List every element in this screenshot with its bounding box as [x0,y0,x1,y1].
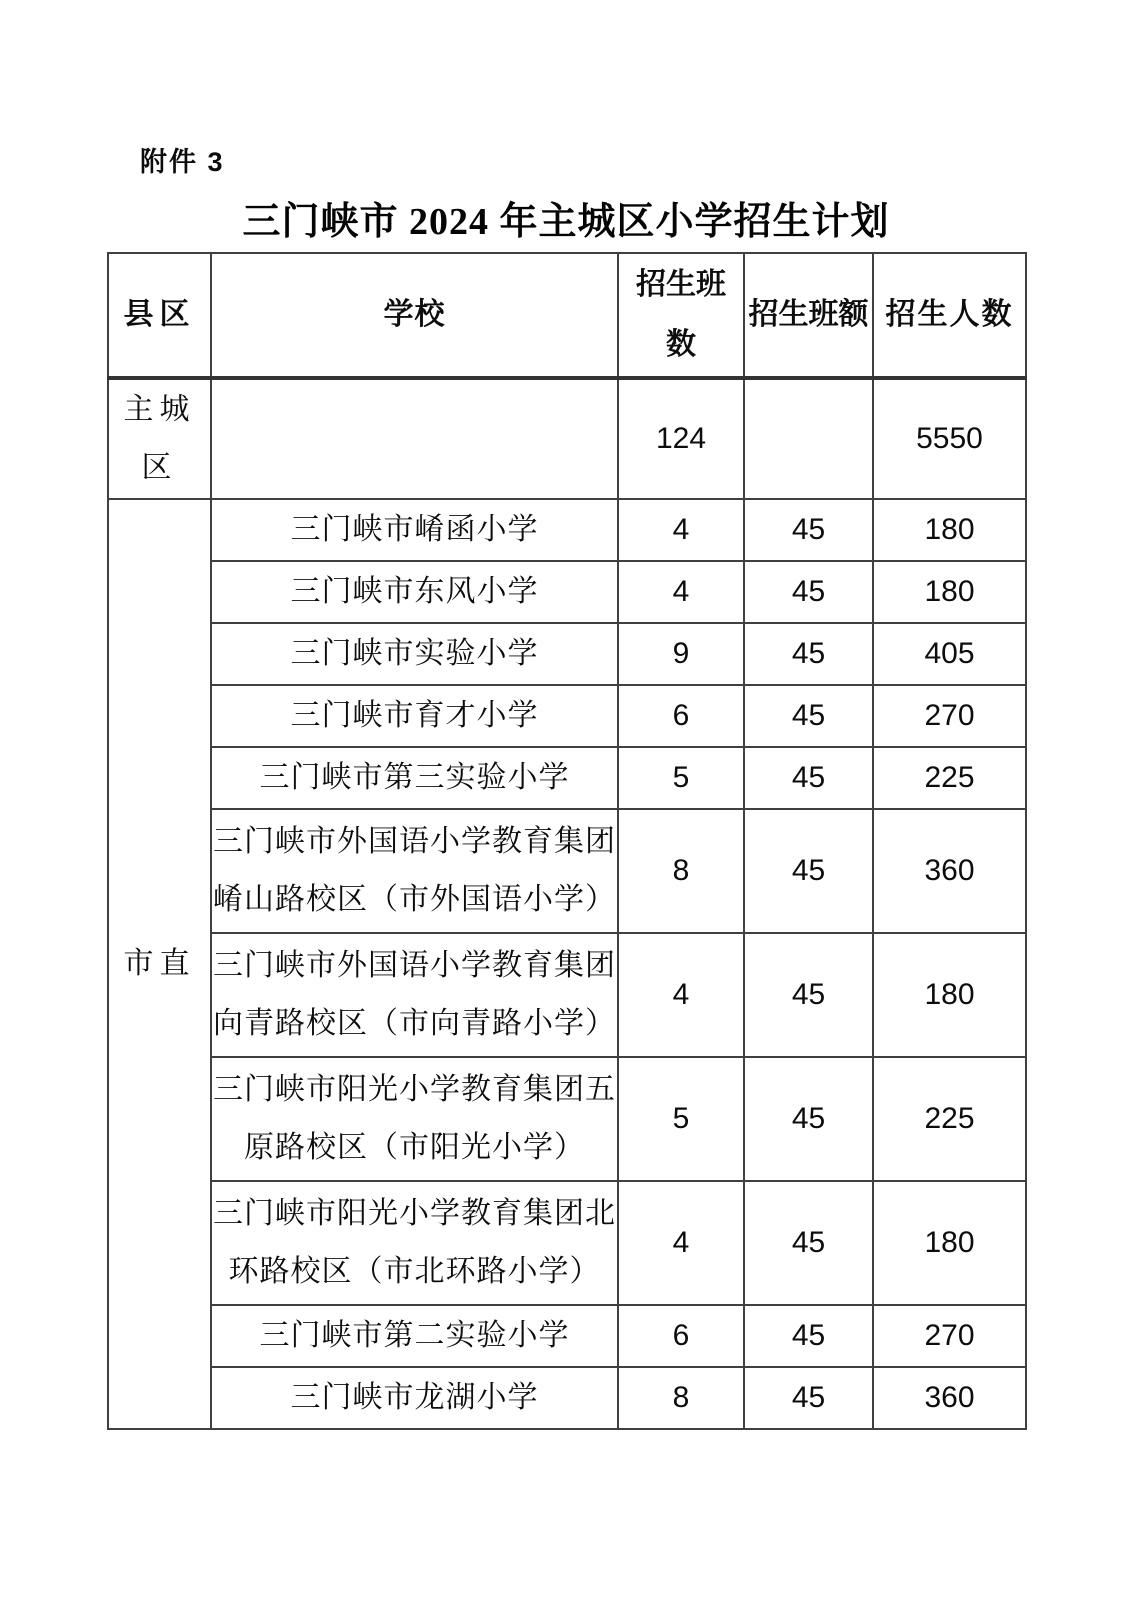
class-size-cell: 45 [744,933,873,1057]
school-cell: 三门峡市阳光小学教育集团北环路校区（市北环路小学） [211,1181,618,1305]
school-cell: 三门峡市崤函小学 [211,499,618,561]
class-size-cell: 45 [744,809,873,933]
page-title: 三门峡市 2024 年主城区小学招生计划 [242,201,890,243]
class-count-cell: 6 [618,685,744,747]
col-header-class-size: 招生班额 [744,253,873,378]
class-size-cell: 45 [744,1367,873,1429]
student-count-cell: 180 [873,499,1026,561]
table-row [108,561,1026,623]
school-cell: 三门峡市龙湖小学 [211,1367,618,1429]
class-count-cell: 4 [618,499,744,561]
class-size-cell: 45 [744,499,873,561]
summary-class-count-cell: 124 [618,378,744,499]
class-count-cell: 4 [618,1181,744,1305]
table-row [108,499,1026,561]
school-cell: 三门峡市第三实验小学 [211,747,618,809]
school-cell: 三门峡市育才小学 [211,685,618,747]
class-size-cell: 45 [744,747,873,809]
class-count-cell: 5 [618,1057,744,1181]
table-row [108,1305,1026,1367]
school-cell: 三门峡市东风小学 [211,561,618,623]
col-header-school: 学校 [211,253,618,378]
enrollment-plan-table [107,252,1027,1430]
summary-district-cell: 主城区 [108,378,211,499]
student-count-cell: 405 [873,623,1026,685]
class-count-cell: 6 [618,1305,744,1367]
class-size-cell: 45 [744,561,873,623]
student-count-cell: 180 [873,561,1026,623]
school-cell: 三门峡市外国语小学教育集团崤山路校区（市外国语小学） [211,809,618,933]
school-cell: 三门峡市第二实验小学 [211,1305,618,1367]
school-cell: 三门峡市实验小学 [211,623,618,685]
class-size-cell: 45 [744,1057,873,1181]
table-row [108,747,1026,809]
summary-row [108,378,1026,499]
table-row [108,623,1026,685]
col-header-district: 县区 [108,253,211,378]
class-size-cell: 45 [744,1305,873,1367]
summary-school-cell [211,378,618,499]
school-cell: 三门峡市外国语小学教育集团向青路校区（市向青路小学） [211,933,618,1057]
table-row [108,1181,1026,1305]
table-row [108,1367,1026,1429]
col-header-students: 招生人数 [873,253,1026,378]
district-group-cell: 市直 [108,499,211,1429]
class-count-cell: 5 [618,747,744,809]
student-count-cell: 270 [873,1305,1026,1367]
col-header-class-count: 招生班数 [618,253,744,378]
class-count-cell: 8 [618,1367,744,1429]
table-row [108,685,1026,747]
class-count-cell: 9 [618,623,744,685]
student-count-cell: 225 [873,747,1026,809]
student-count-cell: 180 [873,933,1026,1057]
student-count-cell: 360 [873,809,1026,933]
student-count-cell: 180 [873,1181,1026,1305]
summary-class-size-cell [744,378,873,499]
attachment-label: 附件 3 [140,147,225,177]
class-size-cell: 45 [744,623,873,685]
student-count-cell: 270 [873,685,1026,747]
class-count-cell: 4 [618,561,744,623]
class-count-cell: 4 [618,933,744,1057]
table-row [108,933,1026,1057]
class-size-cell: 45 [744,1181,873,1305]
school-cell: 三门峡市阳光小学教育集团五原路校区（市阳光小学） [211,1057,618,1181]
student-count-cell: 225 [873,1057,1026,1181]
class-count-cell: 8 [618,809,744,933]
table-row [108,809,1026,933]
summary-student-count-cell: 5550 [873,378,1026,499]
table-row [108,1057,1026,1181]
table-header-row [108,253,1026,378]
student-count-cell: 360 [873,1367,1026,1429]
class-size-cell: 45 [744,685,873,747]
